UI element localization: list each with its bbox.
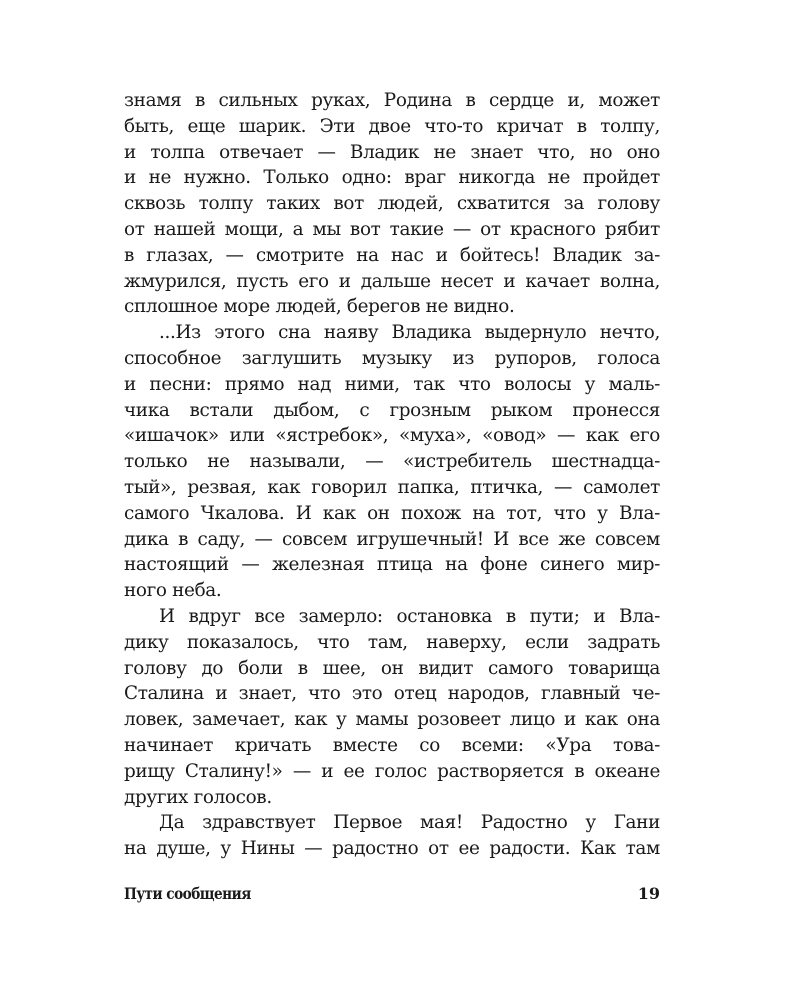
- text-line: настоящий — железная птица на фоне синего мир-: [124, 554, 660, 576]
- text-line: на душе, у Нины — радостно от ее радости. Как там: [124, 838, 660, 860]
- text-line: дика в саду, — совсем игрушечный! И все же совсем: [124, 528, 660, 550]
- text-line: и не нужно. Только одно: враг никогда не пройдет: [124, 167, 660, 189]
- text-line: Сталина и знает, что это отец народов, главный че-: [124, 683, 660, 705]
- text-line: и песни: прямо над ними, так что волосы у маль-: [124, 373, 660, 395]
- text-line: и толпа отвечает — Владик не знает что, но оно: [124, 141, 660, 163]
- text-line: от нашей мощи, а мы вот такие — от красного рябит: [124, 218, 660, 240]
- text-line: ...Из этого сна наяву Владика выдернуло нечто,: [159, 322, 660, 344]
- page-footer: [124, 884, 660, 908]
- text-line: самого Чкалова. И как он похож на тот, что у Вла-: [124, 502, 660, 524]
- text-line: чика встали дыбом, с грозным рыком пронесся: [124, 399, 660, 421]
- page-number: 19: [637, 884, 660, 903]
- text-line: рищу Сталину!» — и ее голос растворяется в океане: [124, 760, 660, 782]
- text-line: Да здравствует Первое мая! Радостно у Гани: [159, 812, 660, 834]
- text-line: только не называли, — «истребитель шестнадцa-: [124, 451, 660, 473]
- text-line: ного неба.: [124, 580, 222, 602]
- text-line: знамя в сильных руках, Родина в сердце и, может: [124, 90, 660, 111]
- text-line: голову до боли в шее, он видит самого товарища: [124, 657, 660, 679]
- running-title: Пути сообщения: [124, 884, 251, 903]
- text-line: ловек, замечает, как у мамы розовеет лицо и как она: [124, 709, 660, 731]
- text-line: И вдруг все замерло: остановка в пути; и Вла-: [159, 605, 660, 627]
- text-line: «ишачок» или «ястребок», «муха», «овод» — как его: [124, 425, 660, 447]
- text-line: дику показалось, что там, наверху, если задрать: [124, 631, 660, 653]
- text-line: быть, еще шарик. Эти двое что-то кричат в толпу,: [124, 115, 660, 137]
- body-text: [124, 88, 660, 862]
- text-line: других голосов.: [124, 786, 272, 808]
- text-line: в глазах, — смотрите на нас и бойтесь! Владик за-: [124, 244, 660, 266]
- text-line: тый», резвая, как говорил папка, птичка, — самолет: [124, 476, 660, 498]
- text-line: жмурился, пусть его и дальше несет и качает волна,: [124, 270, 660, 292]
- text-line: сплошное море людей, берегов не видно.: [124, 296, 515, 318]
- text-line: сквозь толпу таких вот людей, схватится за голову: [124, 193, 660, 215]
- text-line: начинает кричать вместе со всеми: «Ура това-: [124, 734, 660, 756]
- text-line: способное заглушить музыку из рупоров, голоса: [124, 347, 660, 369]
